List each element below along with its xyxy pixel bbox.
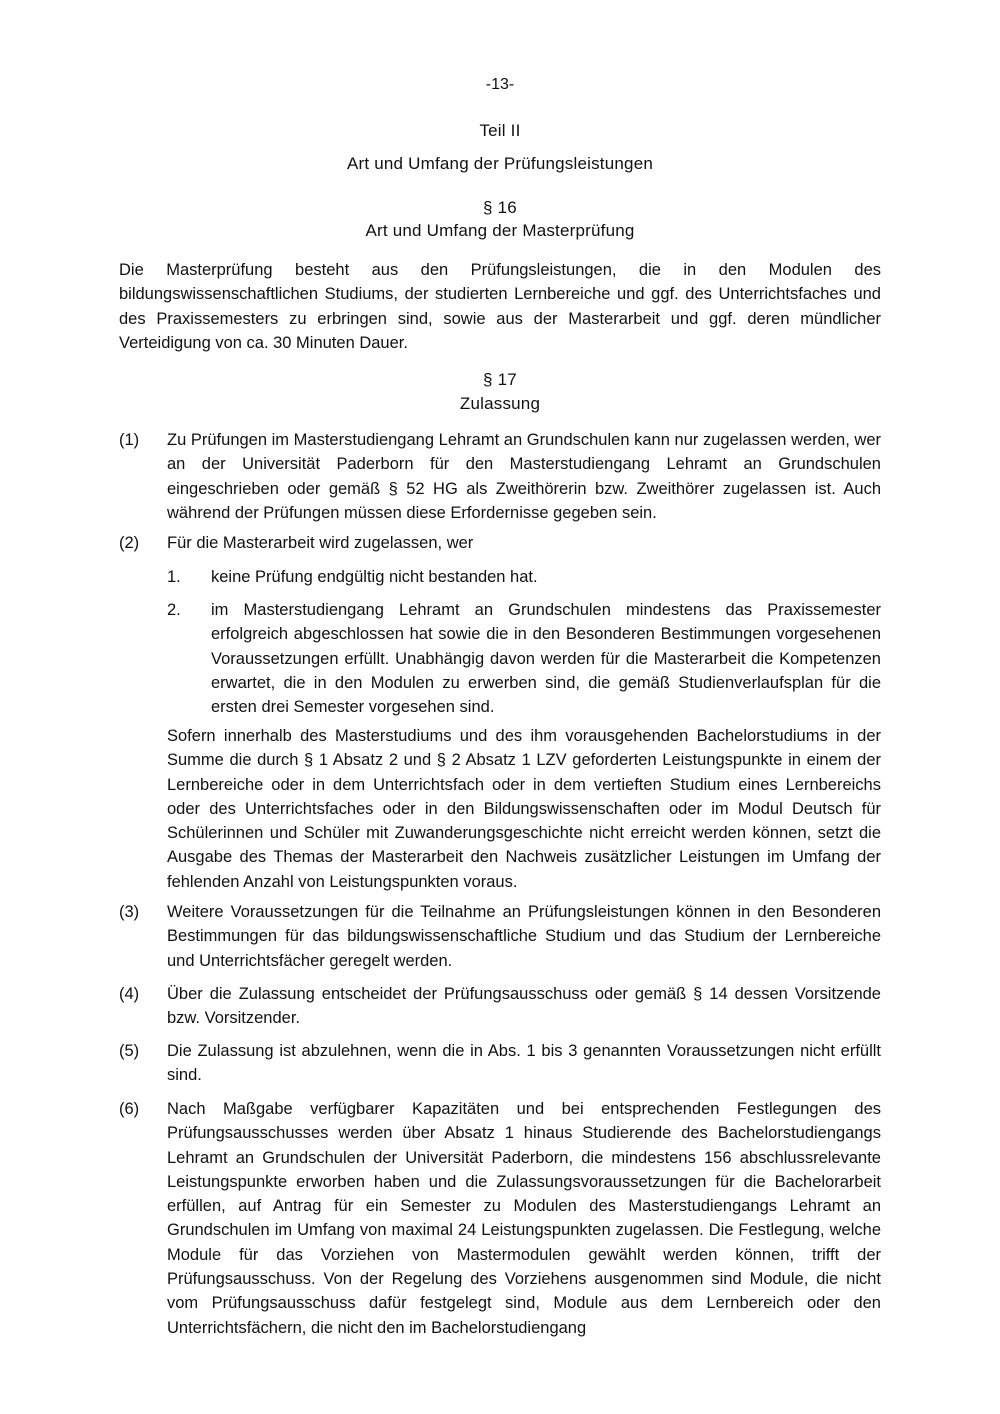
part-subtitle: Art und Umfang der Prüfungsleistungen	[346, 154, 654, 173]
paragraph-1-text: Zu Prüfungen im Masterstudiengang Lehramt an Grundschulen kann nur zugelassen werden, wer an der Universität Paderborn für den Masterstudiengang Lehramt an Grundschulen eingeschrieben oder gemäß § 52 HG als Zweithörerin bzw. Zweithörer zugelassen ist. Auch während der Prüfungen müssen diese Erfordernisse gegeben sein.	[167, 431, 881, 522]
paragraph-3-text: Weitere Voraussetzungen für die Teilnahme an Prüfungsleistungen können in den Besonderen Bestimmungen für das bildungswissenschaftliche Studium und das Studium der Lernbereiche und Unterrichtsfächer geregelt werden.	[167, 903, 881, 970]
paragraph-2-followup: Sofern innerhalb des Masterstudiums und des ihm vorausgehenden Bachelorstudiums in der Summe die durch § 1 Absatz 2 und § 2 Absatz 1 LZV geforderten Leistungspunkte in einem der Lernbereiche oder in dem Unterrichtsfach oder in dem vertieften Studium eines Lernbereichs oder des Unterrichtsfaches oder in den Bildungswissenschaften oder im Modul Deutsch für Schülerinnen und Schüler mit Zuwanderungsgeschichte nicht erreicht werden können, setzt die Ausgabe des Themas der Masterarbeit den Nachweis zusätzlicher Leistungen im Umfang der fehlenden Anzahl von Leistungspunkten voraus.	[167, 727, 881, 891]
section-17-title: Zulassung	[459, 394, 541, 413]
paragraph-5-number: (5)	[119, 1042, 140, 1060]
section-16-text: Die Masterprüfung besteht aus den Prüfungsleistungen, die in den Modulen des bildungswissenschaftlichen Studiums, der studierten Lernbereiche und ggf. des Unterrichtsfaches und des Praxissemesters zu erbringen sind, sowie aus der Masterarbeit und ggf. deren mündlicher Verteidigung von ca. 30 Minuten Dauer.	[119, 261, 881, 352]
paragraph-4-number: (4)	[119, 985, 140, 1003]
list-item-2-number: 2.	[167, 601, 181, 619]
paragraph-1-number: (1)	[119, 431, 140, 449]
list-item-1-number: 1.	[167, 568, 181, 586]
paragraph-3-number: (3)	[119, 903, 140, 921]
paragraph-2-text: Für die Masterarbeit wird zugelassen, wer	[167, 534, 474, 552]
section-16-title: Art und Umfang der Masterprüfung	[365, 221, 635, 240]
paragraph-2-number: (2)	[119, 534, 140, 552]
section-17-number: § 17	[483, 370, 517, 389]
part-title: Teil II	[479, 121, 521, 140]
section-16-number: § 16	[483, 198, 517, 217]
paragraph-4-text: Über die Zulassung entscheidet der Prüfungsausschuss oder gemäß § 14 dessen Vorsitzende bzw. Vorsitzender.	[167, 985, 881, 1028]
paragraph-6-number: (6)	[119, 1100, 140, 1118]
list-item-1-text: keine Prüfung endgültig nicht bestanden hat.	[211, 568, 538, 586]
paragraph-5-text: Die Zulassung ist abzulehnen, wenn die in Abs. 1 bis 3 genannten Voraussetzungen nicht erfüllt sind.	[167, 1042, 881, 1085]
list-item-2-text: im Masterstudiengang Lehramt an Grundschulen mindestens das Praxissemester erfolgreich abgeschlossen hat sowie die in den Besonderen Bestimmungen vorgesehenen Voraussetzungen erfüllt. Unabhängig davon werden für die Masterarbeit die Kompetenzen erwartet, die in den Modulen zu erwerben sind, die gemäß Studienverlaufsplan für die ersten drei Semester vorgesehen sind.	[211, 601, 881, 717]
paragraph-6-text: Nach Maßgabe verfügbarer Kapazitäten und bei entsprechenden Festlegungen des Prüfungsausschusses werden über Absatz 1 hinaus Studierende des Bachelorstudiengangs Lehramt an Grundschulen der Universität Paderborn, die mindestens 156 abschlussrelevante Leistungspunkte erworben haben und die Zulassungsvoraussetzungen für die Bachelorarbeit erfüllen, auf Antrag für ein Semester zu Modulen des Masterstudiengangs Lehramt an Grundschulen im Umfang von maximal 24 Leistungspunkten zugelassen. Die Festlegung, welche Module für das Vorziehen von Mastermodulen gewählt werden können, trifft der Prüfungsausschuss. Von der Regelung des Vorziehens ausgenommen sind Module, die nicht vom Prüfungsausschuss dafür festgelegt sind, Module aus dem Lernbereich oder den Unterrichtsfächern, die nicht den im Bachelorstudiengang	[167, 1100, 881, 1337]
page-number: -13-	[485, 76, 515, 93]
